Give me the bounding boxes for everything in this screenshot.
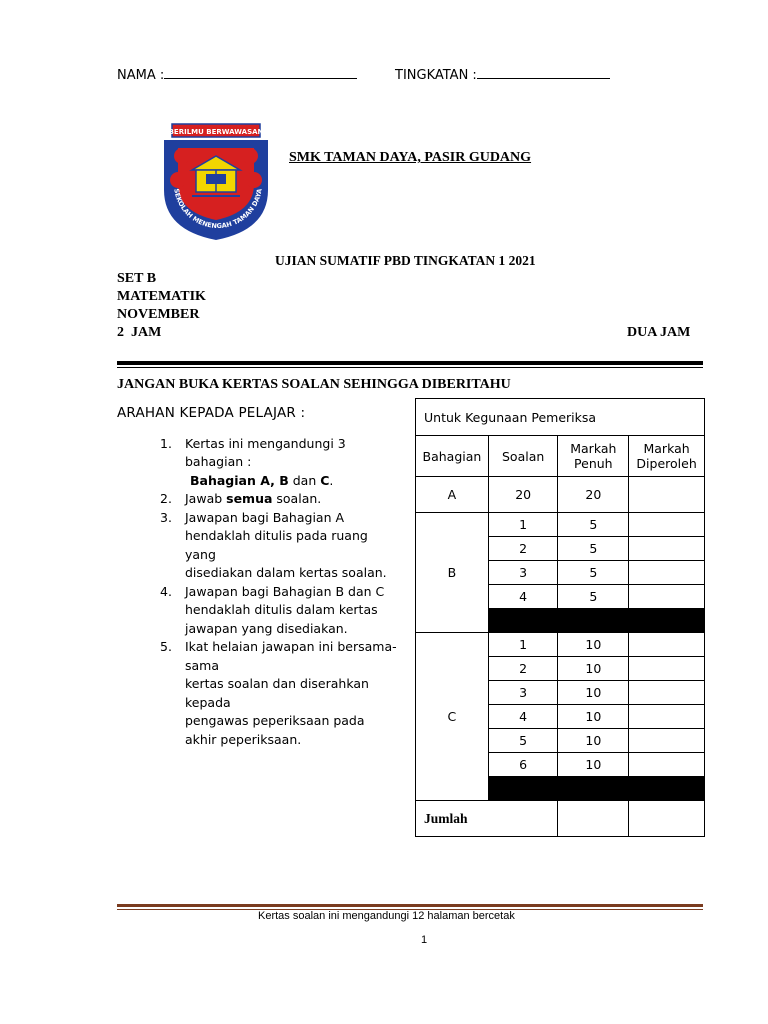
table-row: 3 10 (416, 681, 705, 705)
table-row: 5 10 (416, 729, 705, 753)
meta-month: NOVEMBER (117, 307, 200, 322)
table-title: Untuk Kegunaan Pemeriksa (416, 399, 705, 436)
logo-top-text: BERILMU BERWAWASAN (168, 128, 264, 136)
tingkatan-label: TINGKATAN : (395, 68, 477, 83)
logo-ring-text: SEKOLAH MENENGAH TAMAN DAYA (172, 188, 264, 231)
table-row: 3 5 (416, 561, 705, 585)
school-name: SMK TAMAN DAYA, PASIR GUDANG (289, 150, 532, 165)
meta-duration-words: DUA JAM (627, 325, 691, 340)
footer-note: Kertas soalan ini mengandungi 12 halaman bercetak (258, 910, 515, 922)
score-cell[interactable] (629, 513, 705, 537)
instruction-item: 4. Jawapan bagi Bahagian B dan C hendaklah ditulis dalam kertas jawapan yang disediakan. (160, 583, 385, 636)
school-logo (158, 122, 276, 242)
name-field-row (117, 66, 357, 83)
warning-text: JANGAN BUKA KERTAS SOALAN SEHINGGA DIBERITAHU (117, 377, 511, 392)
score-cell[interactable] (629, 561, 705, 585)
nama-blank (164, 66, 357, 79)
header-bahagian: Bahagian (416, 436, 489, 477)
footer-rule (117, 904, 703, 907)
score-cell[interactable] (629, 477, 705, 513)
header-divider-thin (117, 367, 703, 368)
instructions (117, 404, 402, 749)
table-row: 6 10 (416, 753, 705, 777)
header-divider-thick (117, 361, 703, 365)
table-row: A 20 20 (416, 477, 705, 513)
score-cell[interactable] (629, 729, 705, 753)
table-row: 4 5 (416, 585, 705, 609)
table-row: 2 5 (416, 537, 705, 561)
total-label: Jumlah (416, 801, 558, 837)
instructions-list (117, 435, 402, 750)
instruction-item: 1. Kertas ini mengandungi 3 bahagian : Bahagian A, B dan C. (160, 435, 346, 488)
marks-table (415, 398, 705, 837)
meta-subject: MATEMATIK (117, 289, 206, 304)
score-cell[interactable] (629, 537, 705, 561)
score-cell[interactable] (629, 753, 705, 777)
total-row (416, 801, 705, 837)
header-soalan: Soalan (488, 436, 558, 477)
instruction-item: 3. Jawapan bagi Bahagian A hendaklah ditulis pada ruang yang disediakan dalam kertas soalan. (160, 509, 387, 580)
meta-set: SET B (117, 271, 157, 286)
table-row: B 1 5 (416, 513, 705, 537)
exam-title: UJIAN SUMATIF PBD TINGKATAN 1 2021 (275, 253, 536, 268)
tingkatan-blank (477, 66, 610, 79)
score-cell[interactable] (629, 585, 705, 609)
page-number: 1 (421, 934, 428, 946)
total-score-cell[interactable] (629, 801, 705, 837)
table-row: 2 10 (416, 657, 705, 681)
table-row: C 1 10 (416, 633, 705, 657)
header-markah-diperoleh: Markah Diperoleh (629, 436, 705, 477)
table-row: 4 10 (416, 705, 705, 729)
instruction-item: 2. Jawab semua soalan. (160, 491, 322, 506)
score-cell[interactable] (629, 657, 705, 681)
score-cell[interactable] (629, 633, 705, 657)
instructions-title: ARAHAN KEPADA PELAJAR : (117, 405, 306, 421)
nama-label: NAMA : (117, 68, 165, 83)
meta-duration: 2 JAM (117, 325, 162, 340)
score-cell[interactable] (629, 705, 705, 729)
tingkatan-field-row (395, 66, 610, 83)
instruction-item: 5. Ikat helaian jawapan ini bersama- sama kertas soalan dan diserahkan kepada pengawas peperiksaan pada akhir peperiksaan. (160, 639, 397, 747)
score-cell[interactable] (629, 681, 705, 705)
header-markah-penuh: Markah Penuh (558, 436, 629, 477)
total-full-cell (558, 801, 629, 837)
